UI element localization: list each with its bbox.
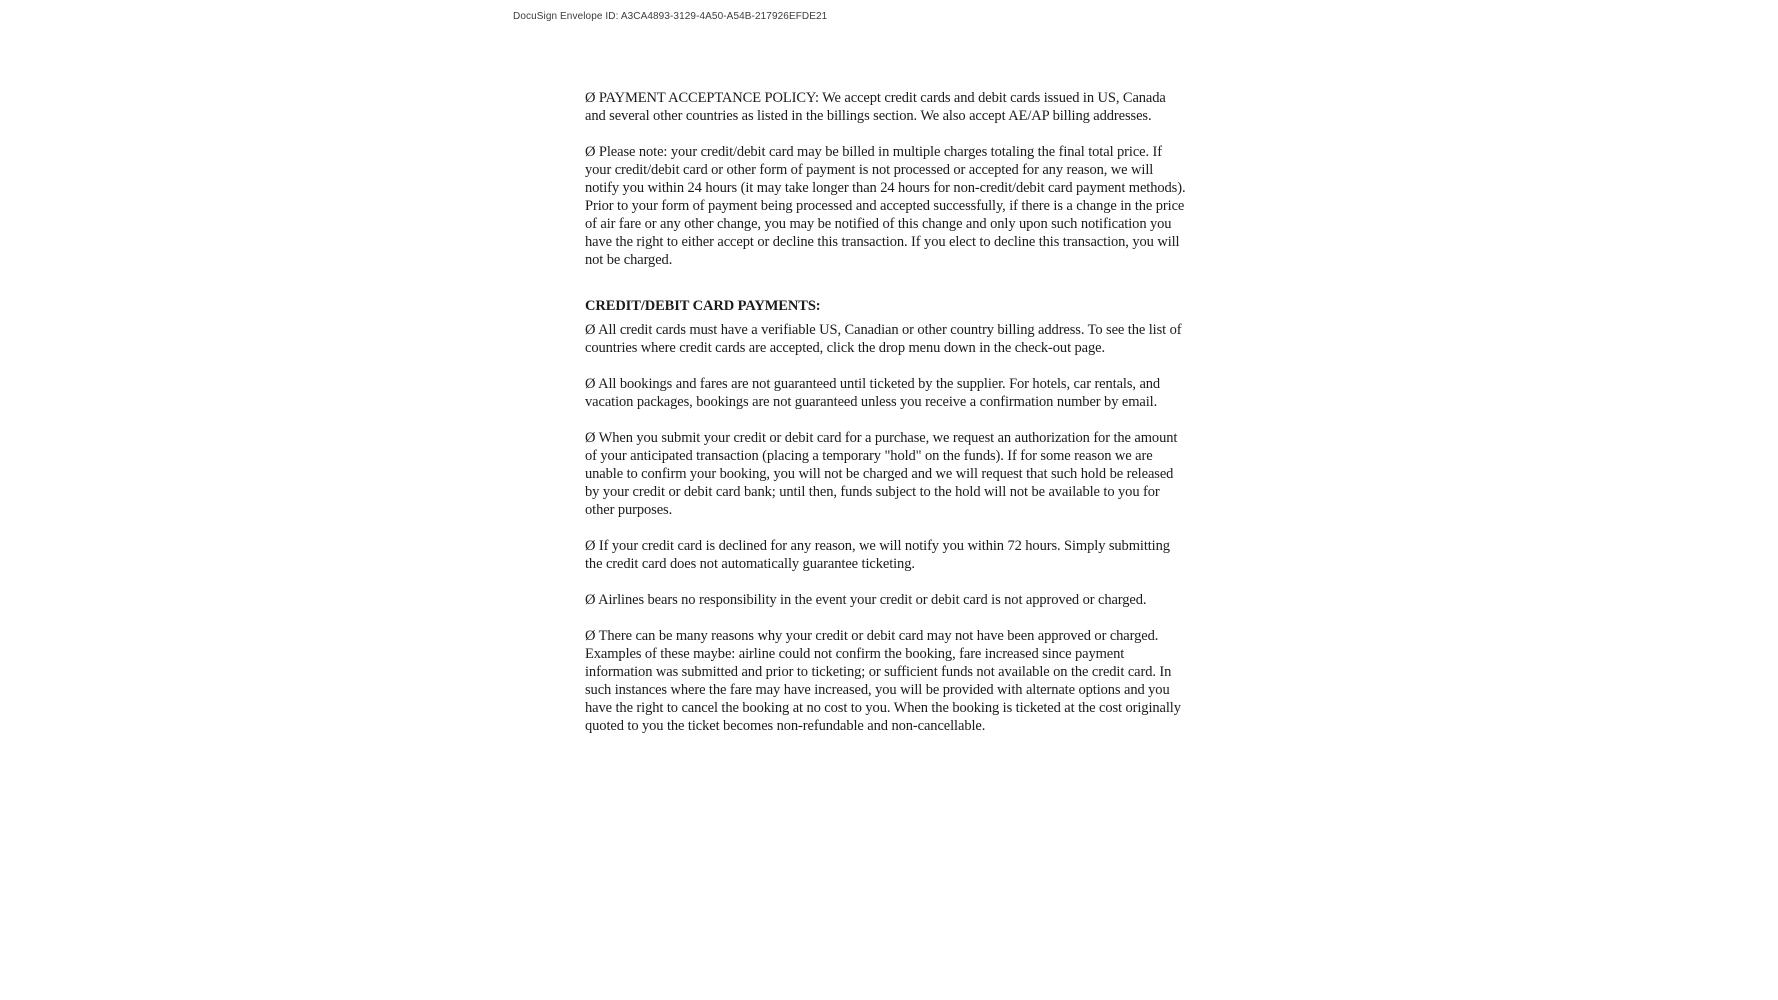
- paragraph-reasons-not-approved: Ø There can be many reasons why your credit or debit card may not have been approved or charged. Examples of these maybe: airline could not confirm the booking, fare increased since payment information was submitted and prior to ticketing; or sufficient funds not available on the credit card. In such instances where the fare may have increased, you will be provided with alternate options and you have the right to cancel the booking at no cost to you. When the booking is ticketed at the cost originally quoted to you the ticket becomes non-refundable and non-cancellable.: [585, 628, 1181, 734]
- docusign-envelope-id: DocuSign Envelope ID: A3CA4893-3129-4A50-A54B-217926EFDE21: [513, 11, 828, 22]
- paragraph-verifiable-billing-address: Ø All credit cards must have a verifiable US, Canadian or other country billing address. To see the list of countries where credit cards are accepted, click the drop menu down in the check-out page.: [585, 322, 1182, 356]
- document-body: [585, 89, 1187, 753]
- paragraph-please-note-multiple-charges: Ø Please note: your credit/debit card may be billed in multiple charges totaling the final total price. If your credit/debit card or other form of payment is not processed or accepted for any reason, we will notify you within 24 hours (it may take longer than 24 hours for non-credit/debit card payment methods). Prior to your form of payment being processed and accepted successfully, if there is a change in the price of air fare or any other change, you may be notified of this change and only upon such notification you have the right to either accept or decline this transaction. If you elect to decline this transaction, you will not be charged.: [585, 144, 1186, 268]
- paragraph-card-declined-notice: Ø If your credit card is declined for any reason, we will notify you within 72 hours. Simply submitting the credit card does not automatically guarantee ticketing.: [585, 538, 1170, 572]
- section-heading-credit-debit-card-payments: CREDIT/DEBIT CARD PAYMENTS:: [585, 298, 821, 314]
- paragraph-payment-acceptance-policy: Ø PAYMENT ACCEPTANCE POLICY: We accept credit cards and debit cards issued in US, Canada and several other countries as listed in the billings section. We also accept AE/AP billing addresses.: [585, 90, 1166, 124]
- paragraph-airlines-no-responsibility: Ø Airlines bears no responsibility in the event your credit or debit card is not approved or charged.: [585, 592, 1147, 608]
- paragraph-bookings-not-guaranteed: Ø All bookings and fares are not guaranteed until ticketed by the supplier. For hotels, car rentals, and vacation packages, bookings are not guaranteed unless you receive a confirmation number by email.: [585, 376, 1161, 410]
- paragraph-authorization-hold: Ø When you submit your credit or debit card for a purchase, we request an authorization for the amount of your anticipated transaction (placing a temporary "hold" on the funds). If for some reason we are unable to confirm your booking, you will not be charged and we will request that such hold be released by your credit or debit card bank; until then, funds subject to the hold will not be available to you for other purposes.: [585, 430, 1178, 518]
